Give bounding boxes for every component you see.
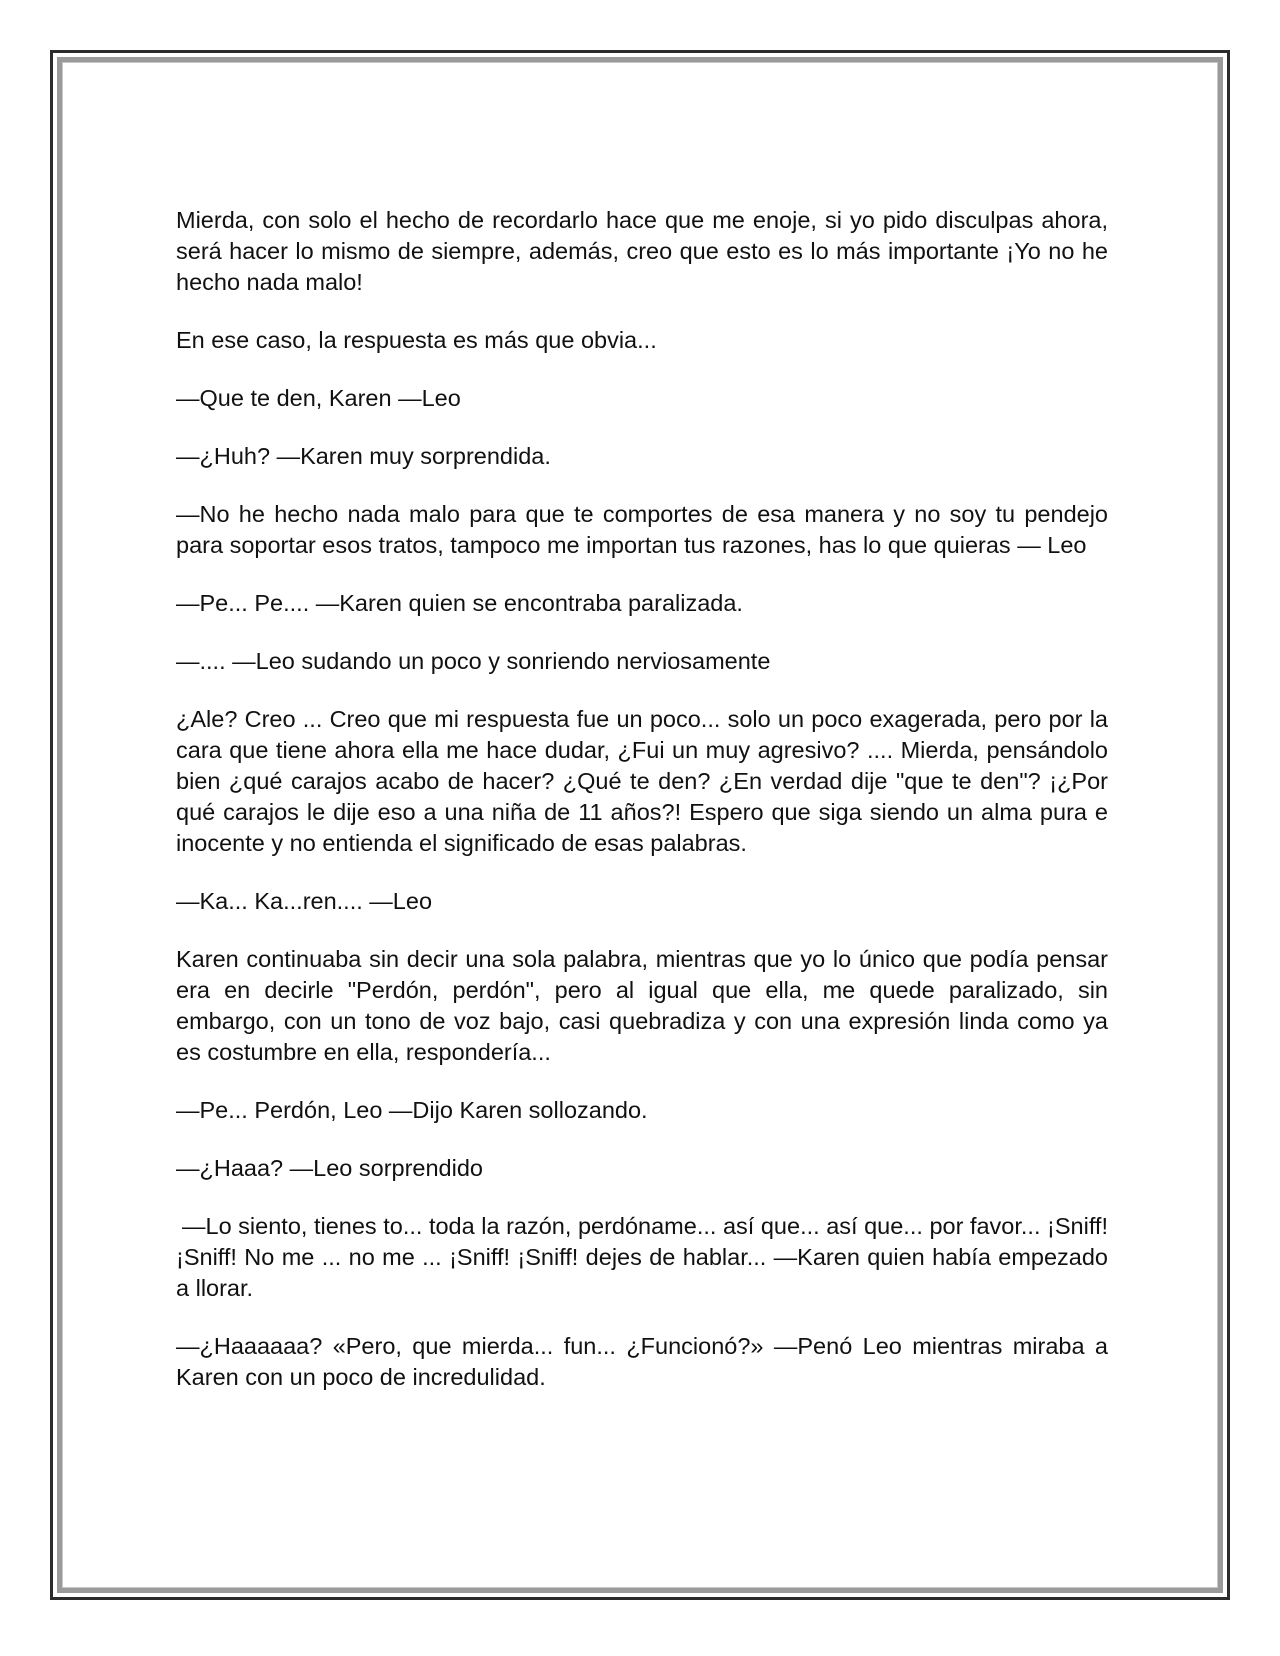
paragraph-8: ¿Ale? Creo ... Creo que mi respuesta fue un poco... solo un poco exagerada, pero por la cara que tiene ahora ella me hace dudar, ¿Fui un muy agresivo? .... Mierda, pensándolo bien ¿qué carajos acabo de hacer? ¿Qué te den? ¿En verdad dije "que te den"? ¡¿Por qué carajos le dije eso a una niña de 11 años?! Espero que siga siendo un alma pura e inocente y no entienda el significado de esas palabras. <box>176 706 1108 856</box>
paragraph-2: En ese caso, la respuesta es más que obvia... <box>176 327 657 353</box>
paragraph-6: —Pe... Pe.... —Karen quien se encontraba paralizada. <box>176 590 743 616</box>
document-body <box>176 205 1108 1420</box>
paragraph-1: Mierda, con solo el hecho de recordarlo hace que me enoje, si yo pido disculpas ahora, será hacer lo mismo de siempre, además, creo que esto es lo más importante ¡Yo no he hecho nada malo! <box>176 207 1108 295</box>
paragraph-4: —¿Huh? —Karen muy sorprendida. <box>176 443 551 469</box>
paragraph-14: —¿Haaaaaa? «Pero, que mierda... fun... ¿Funcionó?» —Penó Leo mientras miraba a Karen con un poco de incredulidad. <box>176 1333 1108 1390</box>
paragraph-7: —.... —Leo sudando un poco y sonriendo nerviosamente <box>176 648 771 674</box>
paragraph-13: —Lo siento, tienes to... toda la razón, perdóname... así que... así que... por favor... ¡Sniff! ¡Sniff! No me ... no me ... ¡Sniff! ¡Sniff! dejes de hablar... —Karen quien había empezado a llorar. <box>176 1213 1108 1301</box>
paragraph-11: —Pe... Perdón, Leo —Dijo Karen sollozando. <box>176 1097 648 1123</box>
paragraph-10: Karen continuaba sin decir una sola palabra, mientras que yo lo único que podía pensar era en decirle "Perdón, perdón", pero al igual que ella, me quede paralizado, sin embargo, con un tono de voz bajo, casi quebradiza y con una expresión linda como ya es costumbre en ella, respondería... <box>176 946 1108 1065</box>
paragraph-3: —Que te den, Karen —Leo <box>176 385 461 411</box>
paragraph-9: —Ka... Ka...ren.... —Leo <box>176 888 433 914</box>
paragraph-5: —No he hecho nada malo para que te comportes de esa manera y no soy tu pendejo para soportar esos tratos, tampoco me importan tus razones, has lo que quieras — Leo <box>176 501 1108 558</box>
paragraph-12: —¿Haaa? —Leo sorprendido <box>176 1155 483 1181</box>
